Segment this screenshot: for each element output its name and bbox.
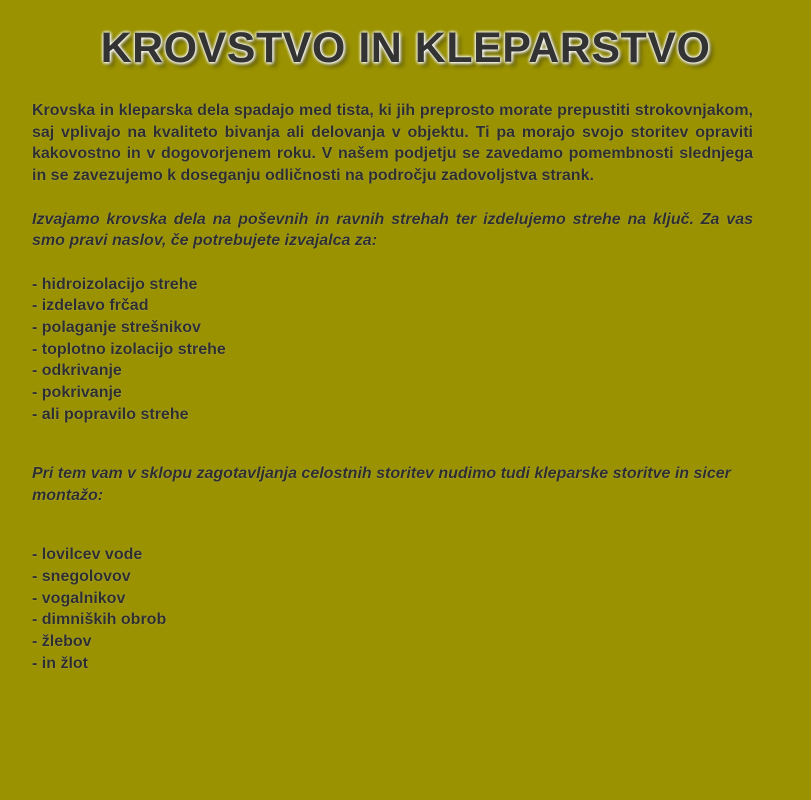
list-item: - vogalnikov xyxy=(32,589,126,607)
list-item: - žlebov xyxy=(32,633,92,651)
list-item: - dimniških obrob xyxy=(32,611,167,629)
spacer xyxy=(32,187,753,209)
tinsmith-intro-paragraph: Pri tem vam v sklopu zagotavljanja celostnih storitev nudimo tudi kleparske storitve in sicer montažo: xyxy=(32,465,731,504)
list-item: - ali popravilo strehe xyxy=(32,405,189,423)
list-item: - polaganje strešnikov xyxy=(32,319,201,336)
list-item: - in žlot xyxy=(32,654,88,672)
list-item: - toplotno izolacijo strehe xyxy=(32,340,226,358)
spacer xyxy=(32,252,753,274)
main-content xyxy=(32,100,753,675)
spacer xyxy=(32,523,753,545)
list-item: - snegolovov xyxy=(32,568,131,585)
roofing-intro-paragraph: Izvajamo krovska dela na poševnih in ravnih strehah ter izdelujemo strehe na ključ. Za vas smo pravi naslov, če potrebujete izvajalca za: xyxy=(32,210,753,250)
list-item: - lovilcev vode xyxy=(32,546,143,564)
roofing-services-list xyxy=(32,274,753,426)
list-item: - pokrivanje xyxy=(32,384,122,402)
intro-paragraph: Krovska in kleparska dela spadajo med tista, ki jih preprosto morate prepustiti strokovnjakom, saj vplivajo na kvaliteto bivanja ali delovanja v objektu. Ti pa morajo svojo storitev opraviti kakovostno in v dogovorjenem roku. V našem podjetju se zavedamo pomembnosti slednjega in se zavezujemo k doseganju odličnosti na področju zadovoljstva strank. xyxy=(32,102,753,185)
list-item: - hidroizolacijo strehe xyxy=(32,275,198,293)
spacer xyxy=(32,426,753,448)
tinsmith-services-list xyxy=(32,544,753,674)
list-item: - izdelavo frčad xyxy=(32,297,149,315)
list-item: - odkrivanje xyxy=(32,362,122,380)
page-title: KROVSTVO IN KLEPARSTVO xyxy=(100,24,711,72)
